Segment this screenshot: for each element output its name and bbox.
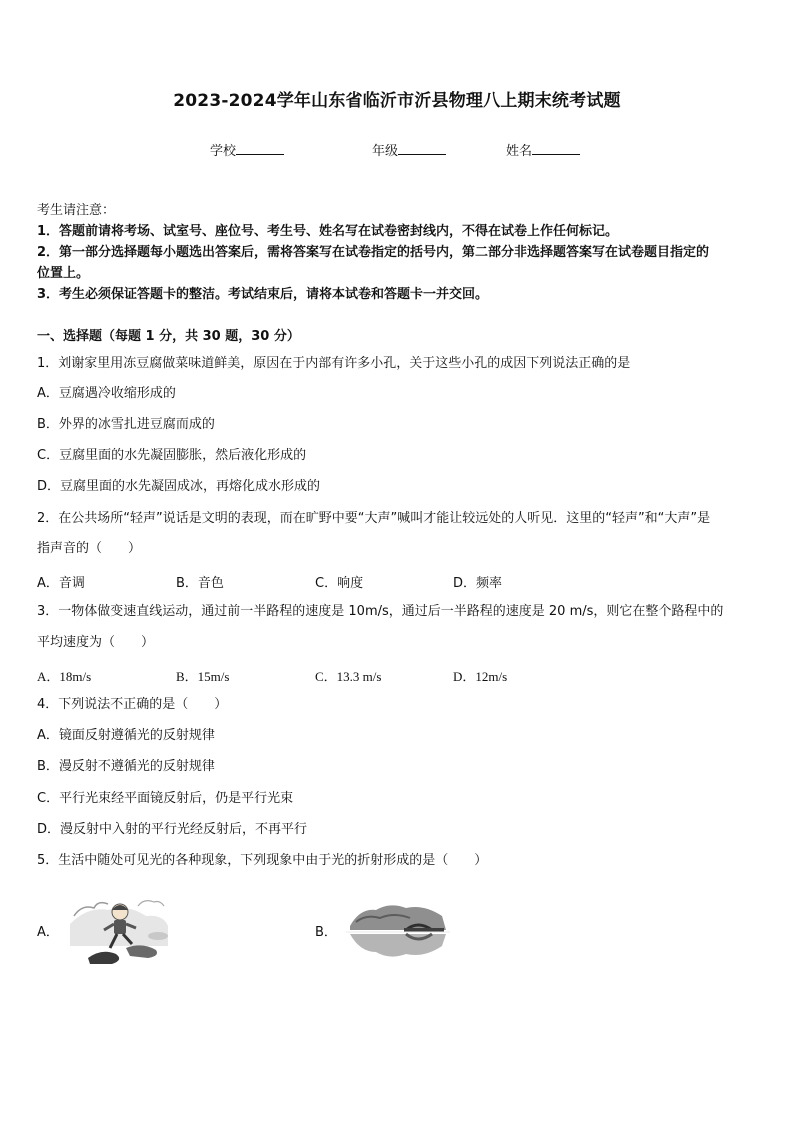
q2-option-c: C．响度 <box>315 576 364 591</box>
q1-option-a: A．豆腐遇冷收缩形成的 <box>37 386 176 401</box>
page-title: 2023-2024学年山东省临沂市沂县物理八上期末统考试题 <box>173 91 621 111</box>
q2-stem-line1: 2．在公共场所“轻声”说话是文明的表现，而在旷野中要“大声”喊叫才能让较远处的人听见．这里的“轻声”和“大声”是 <box>37 511 711 526</box>
q1-option-d: D．豆腐里面的水先凝固成冰，再熔化成水形成的 <box>37 479 321 494</box>
name-field <box>506 140 580 159</box>
notice-item-2-cont: 位置上。 <box>37 266 90 281</box>
q3-stem-line2: 平均速度为（ ） <box>37 635 155 650</box>
q4-stem: 4．下列说法不正确的是（ ） <box>37 697 228 712</box>
q4-option-b: B．漫反射不遵循光的反射规律 <box>37 759 215 774</box>
q4-option-c: C．平行光束经平面镜反射后，仍是平行光束 <box>37 791 294 806</box>
grade-blank <box>398 142 446 155</box>
section-heading: 一、选择题（每题 1 分，共 30 题，30 分） <box>37 329 300 344</box>
child-walking-image <box>68 896 170 968</box>
grade-label: 年级 <box>372 144 399 159</box>
q3-option-b: B．15m/s <box>176 669 230 684</box>
q3-option-c: C．13.3 m/s <box>315 669 382 684</box>
notice-item-2: 2．第一部分选择题每小题选出答案后，需将答案写在试卷指定的括号内，第二部分非选择题答案写在试卷题目指定的 <box>37 245 710 260</box>
q1-stem: 1．刘谢家里用冻豆腐做菜味道鲜美，原因在于内部有许多小孔，关于这些小孔的成因下列说法正确的是 <box>37 356 631 371</box>
bridge-reflection-image <box>346 896 450 968</box>
q2-option-d: D．频率 <box>453 576 503 591</box>
q3-option-a: A．18m/s <box>37 669 92 684</box>
q2-option-b: B．音色 <box>176 576 224 591</box>
q4-option-d: D．漫反射中入射的平行光经反射后，不再平行 <box>37 822 308 837</box>
q2-stem-line2: 指声音的（ ） <box>37 541 142 556</box>
q3-stem-line1: 3．一物体做变速直线运动，通过前一半路程的速度是 10m/s，通过后一半路程的速度是 20 m/s，则它在整个路程中的 <box>37 604 724 619</box>
school-label: 学校 <box>210 144 237 159</box>
q5-option-a: A． <box>37 925 59 940</box>
q5-option-b: B． <box>315 925 337 940</box>
q2-option-a: A．音调 <box>37 576 85 591</box>
school-field <box>210 140 284 159</box>
notice-item-1: 1．答题前请将考场、试室号、座位号、考生号、姓名写在试卷密封线内，不得在试卷上作任何标记。 <box>37 224 619 239</box>
q4-option-a: A．镜面反射遵循光的反射规律 <box>37 728 215 743</box>
name-label: 姓名 <box>506 144 533 159</box>
q3-option-d: D．12m/s <box>453 669 508 684</box>
q5-stem: 5．生活中随处可见光的各种现象，下列现象中由于光的折射形成的是（ ） <box>37 853 488 868</box>
q1-option-c: C．豆腐里面的水先凝固膨胀，然后液化形成的 <box>37 448 307 463</box>
notice-item-3: 3．考生必须保证答题卡的整洁。考试结束后，请将本试卷和答题卡一并交回。 <box>37 287 489 302</box>
q1-option-b: B．外界的冰雪扎进豆腐而成的 <box>37 417 215 432</box>
school-blank <box>236 142 284 155</box>
notice-heading: 考生请注意： <box>37 203 116 218</box>
grade-field <box>372 140 446 159</box>
name-blank <box>532 142 580 155</box>
